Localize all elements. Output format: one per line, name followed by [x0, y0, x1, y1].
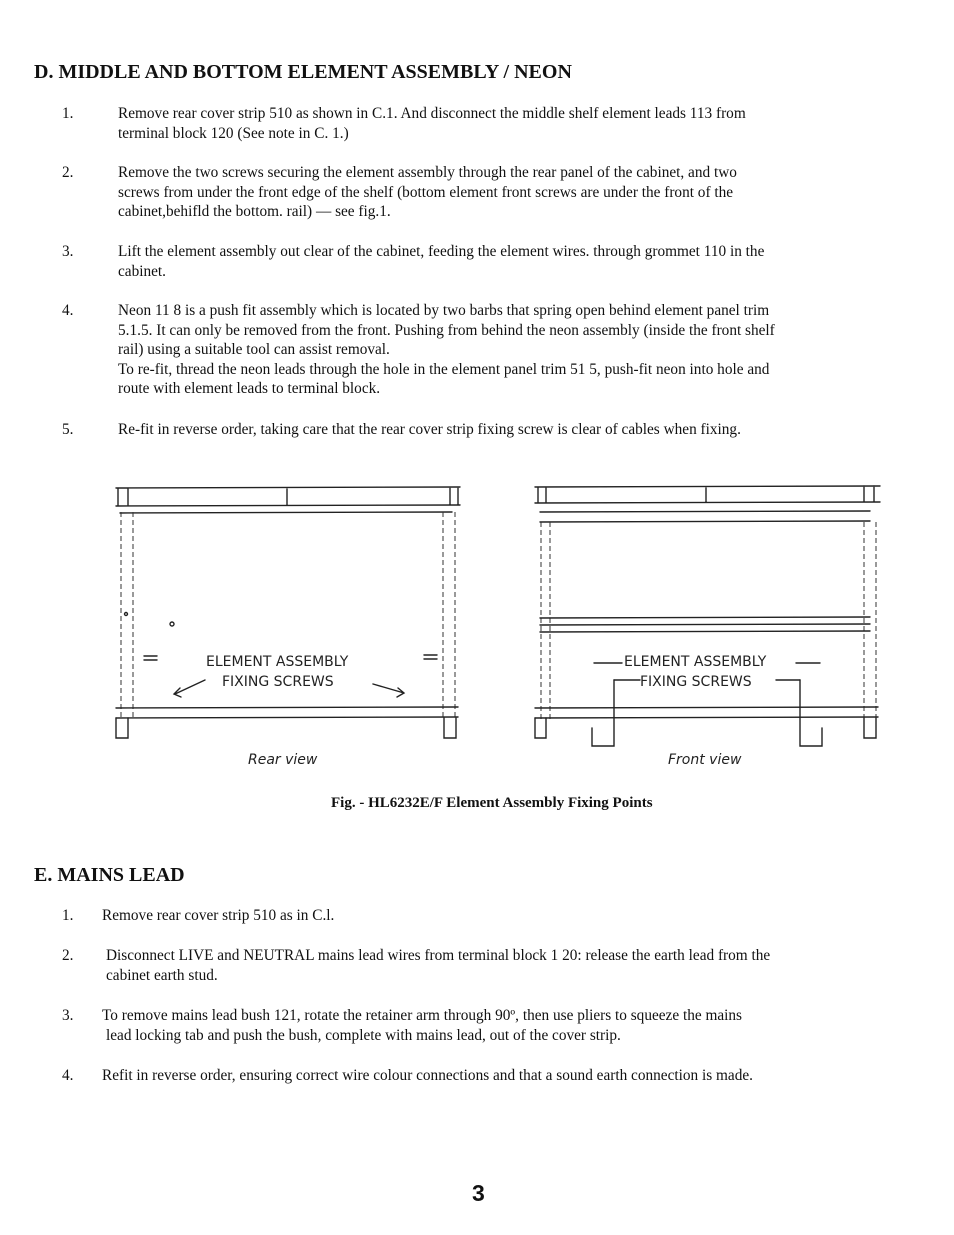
section-d-heading: D. MIDDLE AND BOTTOM ELEMENT ASSEMBLY / NEON: [34, 61, 572, 83]
item-line: Disconnect LIVE and NEUTRAL mains lead wires from terminal block 1 20: release the earth lead from the: [106, 947, 771, 964]
item-line: rail) using a suitable tool can assist removal.: [118, 341, 390, 359]
item-number: 1.: [62, 105, 74, 122]
item-number: 2.: [62, 947, 74, 964]
item-line: Refit in reverse order, ensuring correct wire colour connections and that a sound earth connection is made.: [102, 1067, 753, 1084]
item-number: 3.: [62, 1007, 74, 1024]
item-number: 5.: [62, 421, 74, 438]
item-line: cabinet,behifld the bottom. rail) — see fig.1.: [118, 203, 391, 221]
item-line: cabinet earth stud.: [106, 966, 218, 984]
front-view-drawing: [535, 486, 880, 768]
item-number: 2.: [62, 164, 74, 181]
front-label-1: ELEMENT ASSEMBLY: [624, 654, 767, 670]
fixing-points-figure: [0, 470, 954, 780]
item-line: To re-fit, thread the neon leads through the hole in the element panel trim 51 5, push-fit neon into hole and: [118, 360, 770, 378]
item-line: Lift the element assembly out clear of the cabinet, feeding the element wires. through grommet 110 in the: [118, 243, 765, 260]
item-number: 4.: [62, 1067, 74, 1084]
item-line: Remove the two screws securing the element assembly through the rear panel of the cabinet, and two: [118, 164, 737, 181]
front-label-2: FIXING SCREWS: [640, 674, 752, 690]
section-e-heading: E. MAINS LEAD: [34, 864, 185, 886]
item-line: lead locking tab and push the bush, complete with mains lead, out of the cover strip.: [106, 1026, 621, 1044]
rear-label-2: FIXING SCREWS: [222, 674, 334, 690]
item-number: 3.: [62, 243, 74, 260]
item-line: cabinet.: [118, 262, 166, 280]
item-line: Remove rear cover strip 510 as in C.l.: [102, 907, 335, 924]
item-line: Remove rear cover strip 510 as shown in C.1. And disconnect the middle shelf element leads 113 from: [118, 105, 746, 122]
item-line: 5.1.5. It can only be removed from the front. Pushing from behind the neon assembly (inside the front shelf: [118, 321, 775, 339]
front-caption: Front view: [668, 752, 742, 768]
rear-caption: Rear view: [248, 752, 318, 768]
item-line: screws from under the front edge of the shelf (bottom element front screws are under the front of the: [118, 183, 734, 201]
item-line: terminal block 120 (See note in C. 1.): [118, 124, 349, 142]
rear-view-drawing: [116, 487, 460, 768]
item-line: Neon 11 8 is a push fit assembly which is located by two barbs that spring open behind element panel trim: [118, 302, 770, 319]
item-line: Re-fit in reverse order, taking care that the rear cover strip fixing screw is clear of cables when fixing.: [118, 421, 741, 438]
item-number: 1.: [62, 907, 74, 924]
figure-caption: Fig. - HL6232E/F Element Assembly Fixing Points: [331, 795, 653, 811]
page-number: 3: [472, 1180, 485, 1206]
item-line: route with element leads to terminal block.: [118, 380, 381, 398]
rear-label-1: ELEMENT ASSEMBLY: [206, 654, 349, 670]
item-number: 4.: [62, 302, 74, 319]
item-line: To remove mains lead bush 121, rotate the retainer arm through 90º, then use pliers to squeeze the mains: [102, 1007, 743, 1024]
